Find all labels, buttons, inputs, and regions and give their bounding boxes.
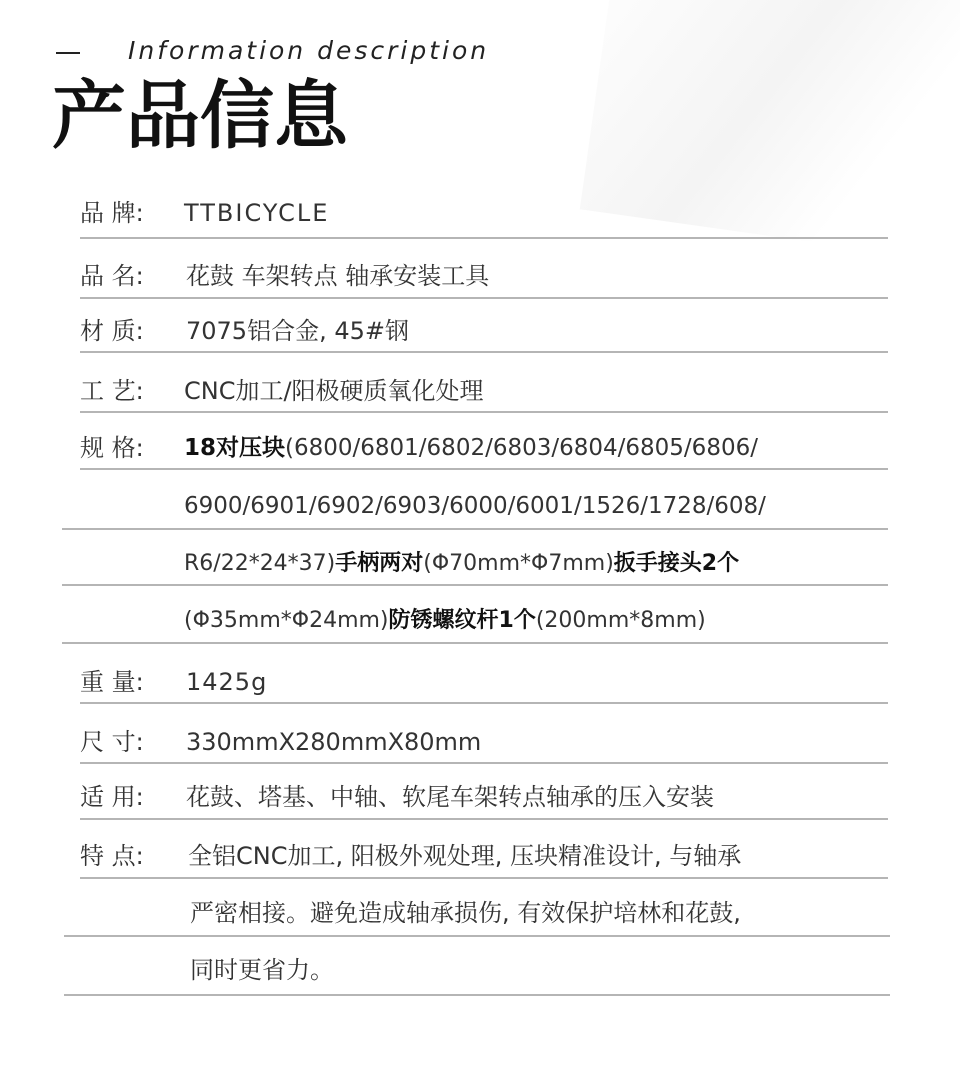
spec-value xyxy=(184,601,706,641)
divider xyxy=(62,584,888,586)
spec-value: 花鼓 车架转点 轴承安装工具 xyxy=(186,262,490,290)
spec-label: 品 名: xyxy=(80,262,144,290)
spec-text: (Φ35mm*Φ24mm) xyxy=(184,608,389,633)
divider xyxy=(80,297,888,299)
divider xyxy=(62,642,888,644)
spec-label: 特 点: xyxy=(80,842,144,870)
divider xyxy=(80,702,888,704)
spec-label: 尺 寸: xyxy=(80,728,144,756)
header-dash xyxy=(56,52,80,54)
divider xyxy=(80,411,888,413)
spec-highlight: 防锈螺纹杆1个 xyxy=(388,608,536,633)
spec-label: 材 质: xyxy=(80,317,144,345)
divider xyxy=(80,762,888,764)
divider xyxy=(80,237,888,239)
spec-highlight: 手柄两对 xyxy=(335,551,424,576)
spec-value: 1425g xyxy=(186,668,268,696)
spec-value: TTBICYCLE xyxy=(184,199,330,227)
spec-value: 同时更省力。 xyxy=(190,956,334,984)
divider xyxy=(80,351,888,353)
spec-label: 规 格: xyxy=(80,434,144,462)
spec-label: 重 量: xyxy=(80,668,144,696)
spec-label: 品 牌: xyxy=(80,199,144,227)
spec-text: (200mm*8mm) xyxy=(535,608,706,633)
spec-value: 全铝CNC加工, 阳极外观处理, 压块精准设计, 与轴承 xyxy=(188,842,742,870)
spec-highlight: 扳手接头2个 xyxy=(613,551,740,576)
divider xyxy=(80,818,888,820)
spec-label: 适 用: xyxy=(80,783,144,811)
divider xyxy=(80,877,888,879)
spec-value: 6900/6901/6902/6903/6000/6001/1526/1728/608/ xyxy=(184,493,766,519)
background-sheen xyxy=(580,0,960,268)
divider xyxy=(64,935,890,937)
spec-value: 330mmX280mmX80mm xyxy=(186,728,482,756)
divider xyxy=(64,994,890,996)
page-title: 产品信息 xyxy=(52,73,348,159)
spec-highlight: 18对压块 xyxy=(184,435,286,461)
divider xyxy=(80,468,888,470)
spec-value: 严密相接。避免造成轴承损伤, 有效保护培林和花鼓, xyxy=(190,899,741,927)
spec-value: 7075铝合金, 45#钢 xyxy=(186,317,409,345)
spec-value: 花鼓、塔基、中轴、软尾车架转点轴承的压入安装 xyxy=(186,783,714,811)
spec-text: (6800/6801/6802/6803/6804/6805/6806/ xyxy=(285,435,758,461)
spec-value: CNC加工/阳极硬质氧化处理 xyxy=(184,377,484,405)
spec-text: R6/22*24*37) xyxy=(184,551,336,576)
spec-value xyxy=(184,544,739,584)
divider xyxy=(62,528,888,530)
spec-text: (Φ70mm*Φ7mm) xyxy=(423,551,614,576)
spec-label: 工 艺: xyxy=(80,377,144,405)
spec-value xyxy=(184,428,758,468)
header-subtitle: Information description xyxy=(128,36,490,65)
